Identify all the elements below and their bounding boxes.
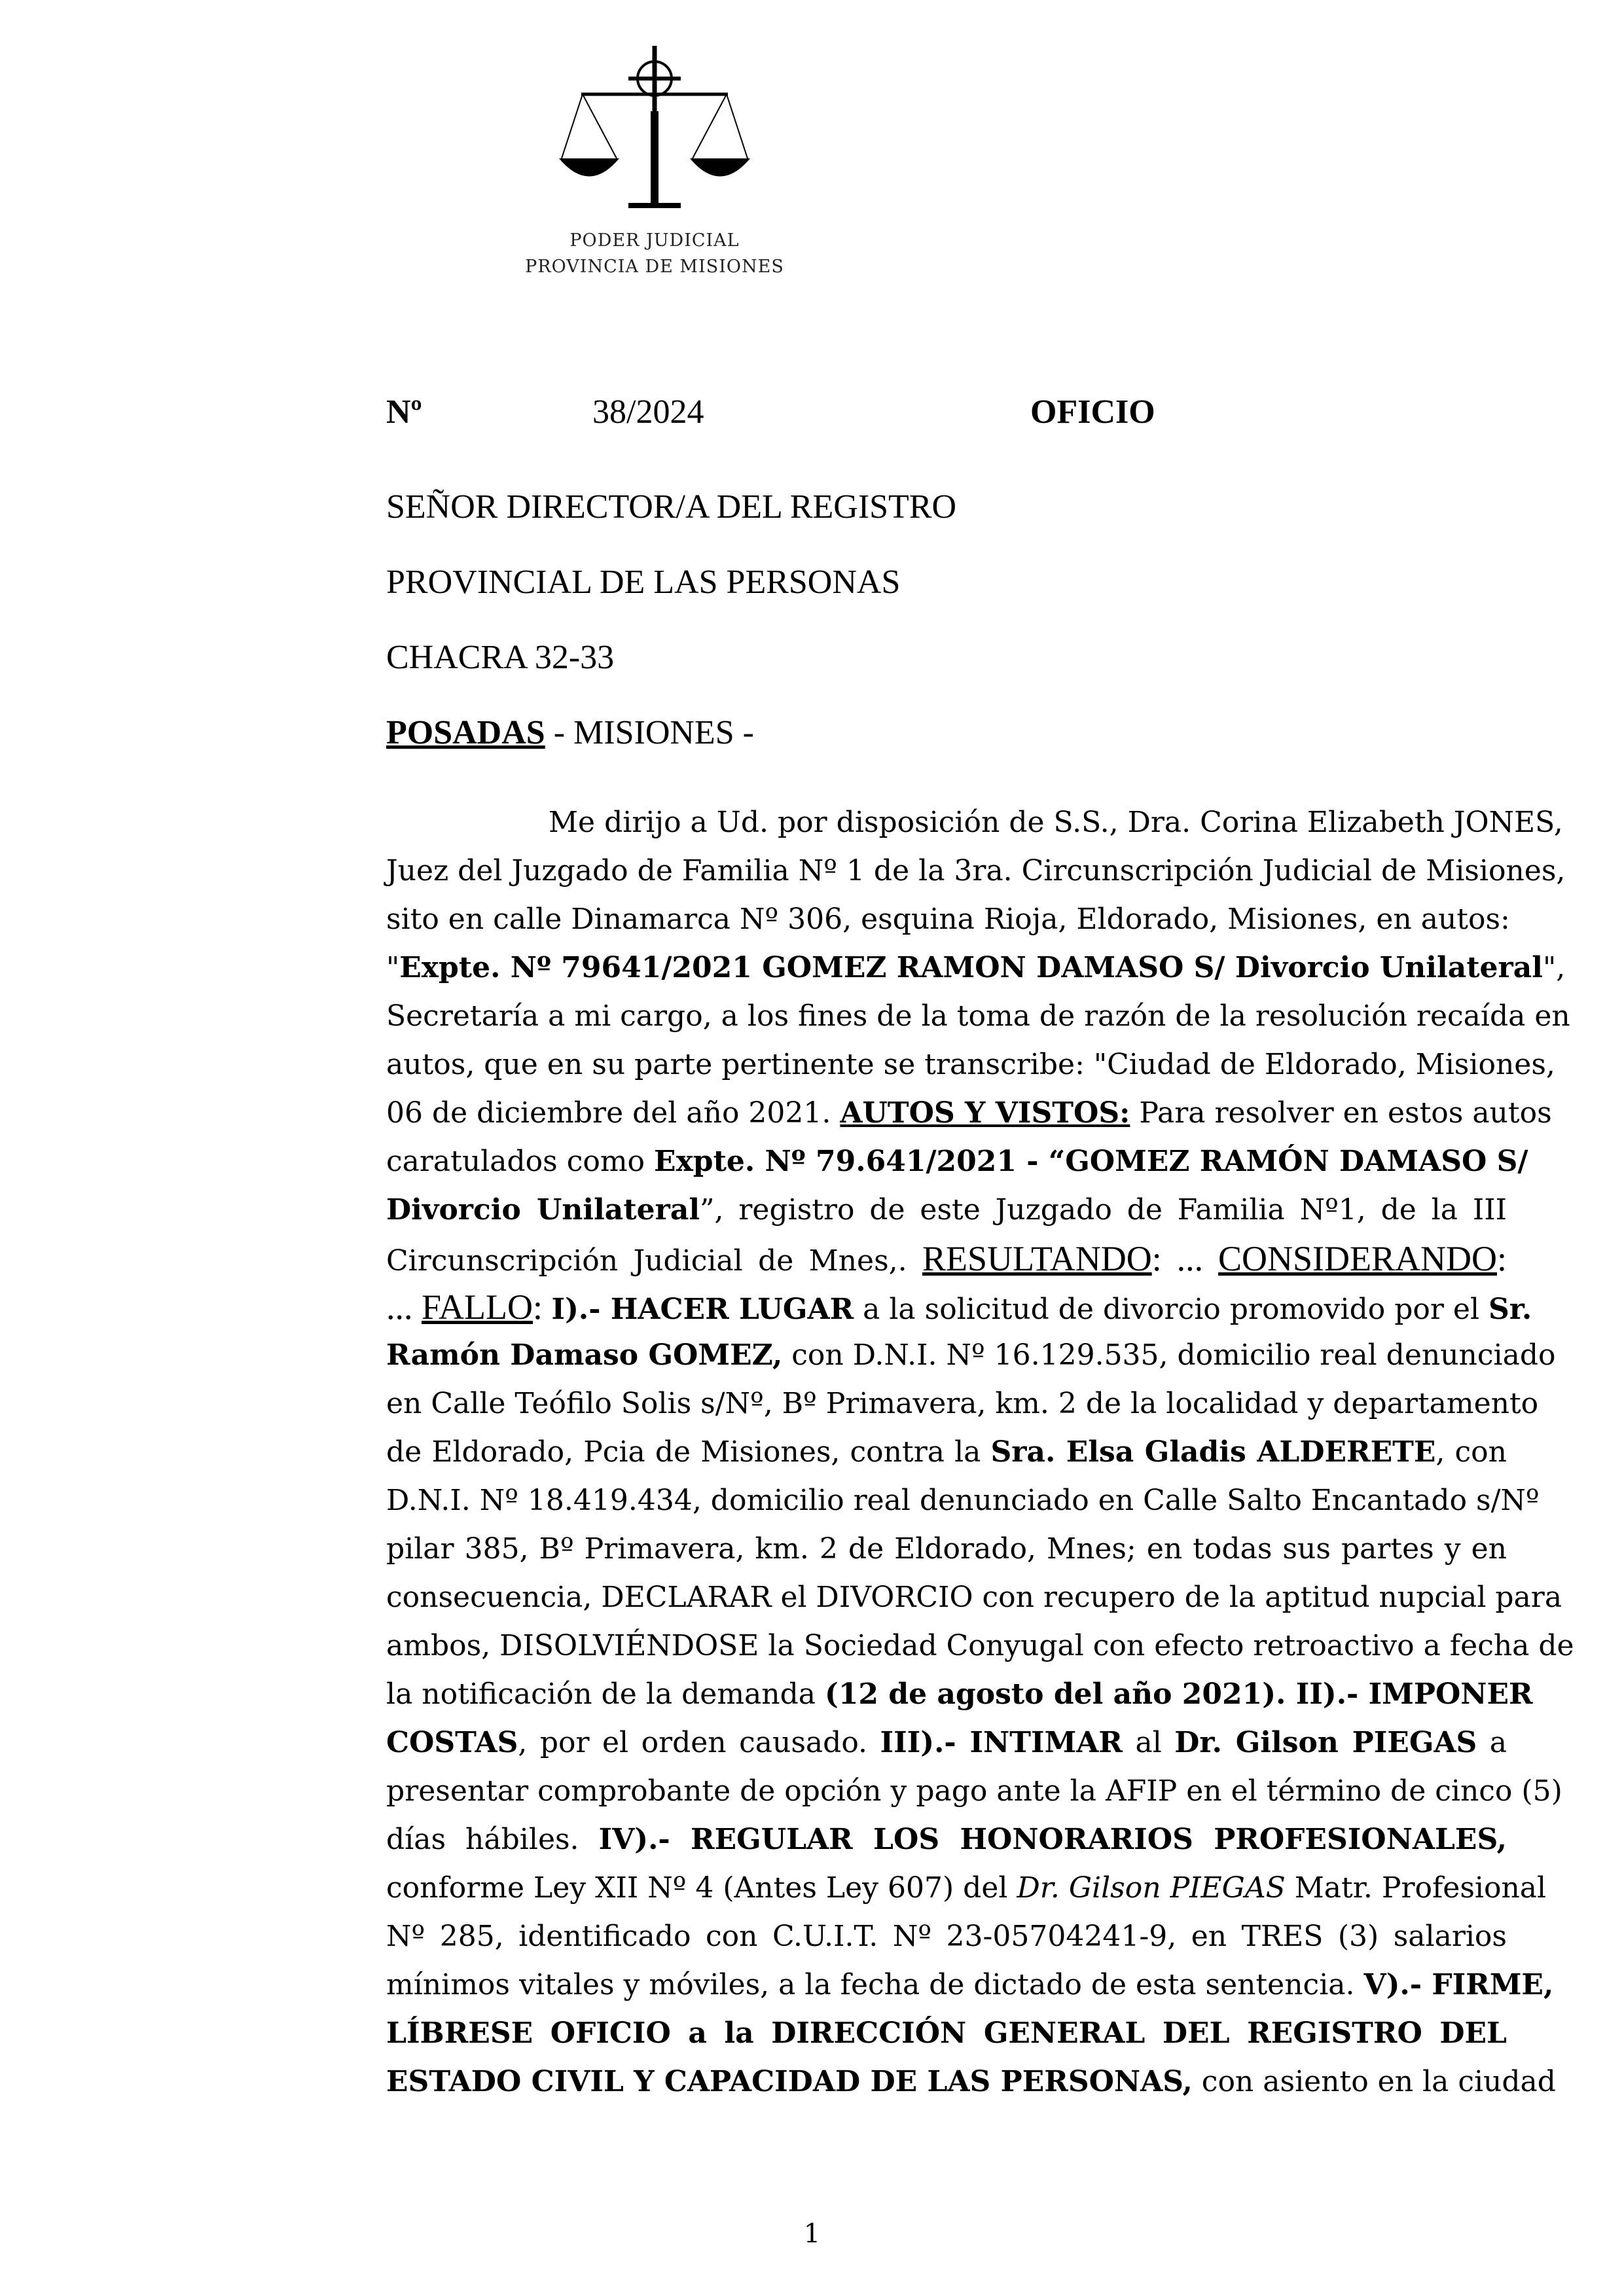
body-line-11	[386, 1287, 1532, 1327]
body-line-2: Juez del Juzgado de Familia Nº 1 de la 3ra. Circunscripción Judicial de Misiones,	[386, 854, 1566, 888]
party-name: Sra. Elsa Gladis ALDERETE	[990, 1435, 1436, 1469]
body-text: ",	[1542, 951, 1566, 984]
body-line-7	[386, 1094, 1552, 1133]
body-line-3: sito en calle Dinamarca Nº 306, esquina Rioja, Eldorado, Misiones, en autos:	[386, 903, 1510, 936]
resultando-heading: RESULTANDO	[922, 1239, 1152, 1278]
body-line-21: presentar comprobante de opción y pago ante la AFIP en el término de cinco (5)	[386, 1774, 1562, 1808]
address-city-line	[386, 713, 754, 752]
lawyer-name: Dr. Gilson PIEGAS	[1017, 1871, 1286, 1905]
body-text: , por el orden causado.	[518, 1726, 880, 1759]
address-line-2: PROVINCIAL DE LAS PERSONAS	[386, 564, 901, 601]
body-text: a la solicitud de divorcio promovido por el	[854, 1293, 1489, 1326]
ruling-item-2: COSTAS	[386, 1726, 518, 1759]
body-text: : ...	[1151, 1239, 1218, 1278]
body-line-6: autos, que en su parte pertinente se transcribe: "Ciudad de Eldorado, Misiones,	[386, 1048, 1555, 1081]
document-number: 38/2024	[592, 393, 704, 431]
body-text: con D.N.I. Nº 16.129.535, domicilio real denunciado	[782, 1338, 1556, 1372]
body-text: Para resolver en estos autos	[1130, 1096, 1552, 1130]
body-text: de Eldorado, Pcia de Misiones, contra la	[386, 1435, 991, 1469]
lawyer-name: Dr. Gilson PIEGAS	[1174, 1726, 1477, 1759]
body-text: mínimos vitales y móviles, a la fecha de dictado de esta sentencia.	[386, 1968, 1364, 2001]
registry-name: ESTADO CIVIL Y CAPACIDAD DE LAS PERSONAS,	[386, 2065, 1193, 2098]
party-name: Ramón Damaso GOMEZ,	[386, 1338, 783, 1372]
fallo-heading: FALLO	[422, 1287, 533, 1327]
case-title: Expte. Nº 79.641/2021 - “GOMEZ RAMÓN DAMASO S/	[654, 1145, 1528, 1178]
body-text: a	[1477, 1726, 1507, 1759]
scales-of-justice-icon	[556, 41, 753, 237]
body-line-10	[386, 1239, 1507, 1278]
case-reference: Expte. Nº 79641/2021 GOMEZ RAMON DAMASO S/ Divorcio Unilateral	[399, 951, 1543, 984]
emblem-text-line1: PODER JUDICIAL	[569, 230, 740, 251]
body-line-15: D.N.I. Nº 18.419.434, domicilio real denunciado en Calle Salto Encantado s/Nº	[386, 1484, 1540, 1517]
body-text: ”, registro de este Juzgado de Familia Nº1, de la III	[700, 1193, 1507, 1227]
body-text: días hábiles.	[386, 1823, 599, 1856]
ruling-item-4: IV).- REGULAR LOS HONORARIOS PROFESIONALES,	[598, 1823, 1507, 1856]
body-line-25	[386, 1965, 1554, 2005]
body-text: ...	[386, 1287, 422, 1327]
autos-y-vistos-heading: AUTOS Y VISTOS:	[840, 1096, 1130, 1130]
ruling-item-5: V).- FIRME,	[1363, 1968, 1554, 2001]
body-line-24: Nº 285, identificado con C.U.I.T. Nº 23-05704241-9, en TRES (3) salarios	[386, 1920, 1507, 1953]
body-text: caratulados como	[386, 1145, 655, 1178]
body-line-18: ambos, DISOLVIÉNDOSE la Sociedad Conyugal con efecto retroactivo a fecha de	[386, 1629, 1574, 1662]
body-line-8	[386, 1142, 1528, 1181]
body-line-12	[386, 1336, 1556, 1375]
address-province: - MISIONES -	[545, 714, 754, 751]
body-line-22	[386, 1820, 1507, 1859]
considerando-heading: CONSIDERANDO	[1218, 1239, 1497, 1278]
document-type: OFICIO	[1030, 393, 1155, 431]
body-text: , con	[1435, 1435, 1507, 1469]
body-text: Me dirijo a Ud. por disposición de S.S., Dra. Corina Elizabeth JONES,	[549, 806, 1563, 839]
body-line-27	[386, 2062, 1556, 2102]
body-line-20	[386, 1723, 1507, 1763]
ruling-item-3: III).- INTIMAR	[880, 1726, 1123, 1759]
emblem-text-line2: PROVINCIA DE MISIONES	[525, 257, 784, 277]
body-text: conforme Ley XII Nº 4 (Antes Ley 607) del	[386, 1871, 1017, 1905]
body-text: Matr. Profesional	[1285, 1871, 1547, 1905]
ruling-item-2: (12 de agosto del año 2021). II).- IMPONER	[825, 1677, 1533, 1711]
body-line-14	[386, 1433, 1507, 1472]
page-number: 1	[803, 2219, 821, 2249]
number-label: Nº	[386, 393, 422, 431]
body-text: al	[1123, 1726, 1175, 1759]
address-city: POSADAS	[386, 714, 545, 751]
body-line-9	[386, 1191, 1507, 1230]
body-line-1	[549, 803, 1563, 842]
body-line-4	[386, 948, 1566, 988]
body-line-17: consecuencia, DECLARAR el DIVORCIO con recupero de la aptitud nupcial para	[386, 1581, 1562, 1614]
address-line-3: CHACRA 32-33	[386, 639, 615, 676]
body-line-26: LÍBRESE OFICIO a la DIRECCIÓN GENERAL DEL REGISTRO DEL	[386, 2017, 1507, 2050]
body-text: :	[533, 1287, 552, 1327]
judicial-emblem	[517, 41, 792, 289]
party-title: Sr.	[1489, 1293, 1532, 1326]
case-title: Divorcio Unilateral	[386, 1193, 700, 1227]
body-text: con asiento en la ciudad	[1192, 2065, 1556, 2098]
body-line-16: pilar 385, Bº Primavera, km. 2 de Eldorado, Mnes; en todas sus partes y en	[386, 1532, 1507, 1566]
body-text: la notificación de la demanda	[386, 1677, 825, 1711]
address-line-1: SEÑOR DIRECTOR/A DEL REGISTRO	[386, 488, 957, 526]
body-text: "	[386, 951, 400, 984]
body-line-23	[386, 1869, 1547, 1908]
body-text: :	[1496, 1239, 1507, 1278]
body-line-19	[386, 1675, 1533, 1714]
body-line-13: en Calle Teófilo Solis s/Nº, Bº Primavera, km. 2 de la localidad y departamento	[386, 1387, 1539, 1420]
body-text: Circunscripción Judicial de Mnes,.	[386, 1244, 922, 1278]
ruling-item-1: I).- HACER LUGAR	[551, 1293, 854, 1326]
body-line-5: Secretaría a mi cargo, a los fines de la toma de razón de la resolución recaída en	[386, 999, 1570, 1033]
body-text: 06 de diciembre del año 2021.	[386, 1096, 840, 1130]
